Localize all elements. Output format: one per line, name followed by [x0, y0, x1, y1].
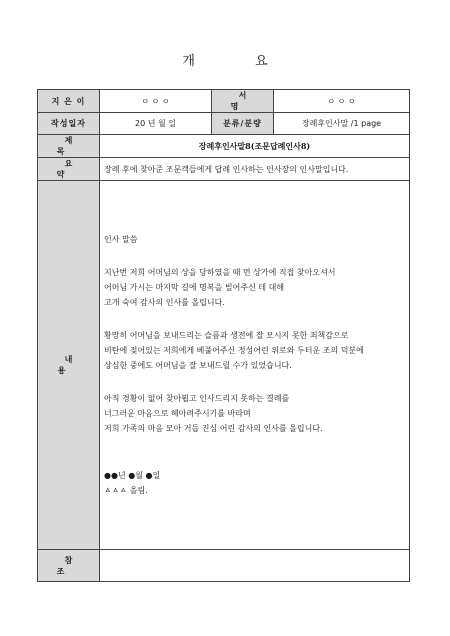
- summary-label: 요 약: [38, 158, 100, 181]
- content-label: 내 용: [38, 181, 100, 550]
- reference-value: [100, 550, 410, 582]
- letter-line: 저희 가족의 마음 모아 거듭 진심 어린 감사의 인사를 올립니다.: [104, 424, 323, 433]
- letter-signature: ㅿㅿㅿ 올림.: [104, 486, 148, 495]
- subject-value: 장례후인사말8(조문답례인사8): [100, 135, 410, 158]
- date-row: [38, 113, 410, 135]
- signature-label: 서 명: [212, 90, 274, 113]
- category-value: 장례후인사말 /1 page: [274, 113, 410, 135]
- letter-heading: 인사 말씀: [104, 235, 138, 244]
- letter-line: 고개 숙여 감사의 인사를 올립니다.: [104, 298, 225, 307]
- letter-line: 황망히 어머님을 보내드리는 슬픔과 생전에 잘 모시지 못한 죄책감으로: [104, 331, 349, 340]
- letter-date: ●●년 ●월 ●일: [104, 471, 161, 480]
- reference-row: [38, 550, 410, 582]
- letter-line: 너그러운 마음으로 헤아려주시기를 바라며: [104, 409, 251, 418]
- summary-value: 장례 후에 찾아준 조문객들에게 답례 인사하는 인사장의 인사말입니다.: [100, 158, 410, 181]
- content-row: [38, 181, 410, 550]
- author-row: [38, 90, 410, 113]
- letter-line: 아직 경황이 없어 찾아뵙고 인사드리지 못하는 결례를: [104, 394, 290, 403]
- reference-label: 참 조: [38, 550, 100, 582]
- subject-label: 제 목: [38, 135, 100, 158]
- letter-line: 지난번 저희 어머님의 상을 당하였을 때 먼 상가에 직접 찾아오셔서: [104, 268, 336, 277]
- signature-value: ㅇ ㅇ ㅇ: [274, 90, 410, 113]
- summary-table: [37, 89, 410, 582]
- page-title: 개 요: [182, 54, 296, 69]
- author-value: ㅇ ㅇ ㅇ: [100, 90, 212, 113]
- summary-row: [38, 158, 410, 181]
- subject-row: [38, 135, 410, 158]
- letter-line: 비탄에 젖어있는 저희에게 베풀어주신 정성어린 위로와 두터운 조의 덕분에: [104, 346, 364, 355]
- date-label: 작성일자: [38, 113, 100, 135]
- author-label: 지 은 이: [38, 90, 100, 113]
- letter-line: 어머님 가시는 마지막 길에 명복을 빌어주신 데 대해: [104, 283, 285, 292]
- content-body: [100, 181, 410, 550]
- letter-line: 상심한 중에도 어머님을 잘 보내드릴 수가 있었습니다.: [104, 361, 292, 370]
- date-value: 20 년 월 일: [100, 113, 212, 135]
- category-label: 분류/분량: [212, 113, 274, 135]
